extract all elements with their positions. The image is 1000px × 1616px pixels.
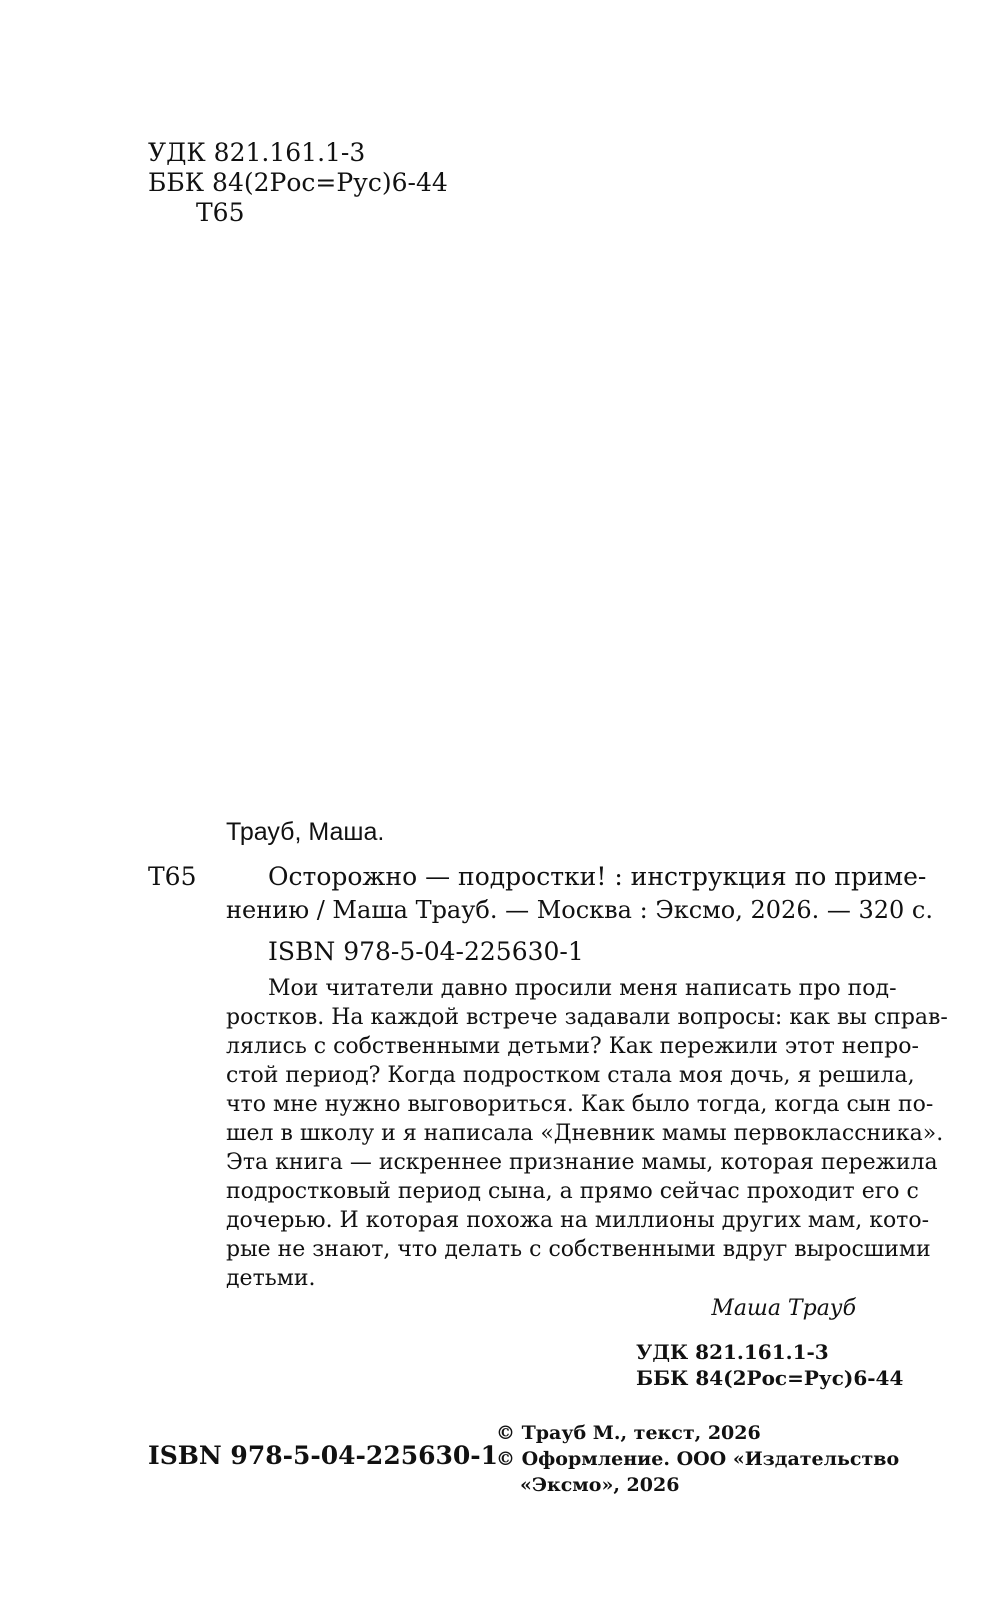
header-code: Т65 [196, 198, 245, 227]
entry-isbn: ISBN 978-5-04-225630-1 [268, 937, 584, 966]
classification-udk: УДК 821.161.1-3 [636, 1340, 829, 1364]
header-udk: УДК 821.161.1-3 [148, 138, 366, 167]
abstract-line: что мне нужно выговориться. Как было тогда, когда сын по- [226, 1092, 934, 1117]
header-bbk: ББК 84(2Рос=Рус)6-44 [148, 168, 448, 197]
copyright-design: © Оформление. ООО «Издательство [496, 1448, 900, 1470]
abstract-line: дочерью. И которая похожа на миллионы других мам, кото- [226, 1208, 930, 1233]
footer-isbn: ISBN 978-5-04-225630-1 [148, 1441, 499, 1470]
copyright-publisher: «Эксмо», 2026 [520, 1474, 680, 1496]
abstract-line: детьми. [226, 1266, 316, 1291]
abstract-line: лялись с собственными детьми? Как пережили этот непро- [226, 1034, 919, 1059]
entry-code: Т65 [148, 862, 197, 891]
abstract-line: стой период? Когда подростком стала моя дочь, я решила, [226, 1063, 915, 1088]
abstract-line: подростковый период сына, а прямо сейчас проходит его с [226, 1179, 919, 1204]
abstract-line: шел в школу и я написала «Дневник мамы первоклассника». [226, 1121, 944, 1146]
entry-title-line1: Осторожно — подростки! : инструкция по приме- [268, 862, 927, 891]
abstract-line: Мои читатели давно просили меня написать про под- [268, 976, 897, 1001]
abstract-line: Эта книга — искреннее признание мамы, которая пережила [226, 1150, 938, 1175]
entry-title-line2: нению / Маша Трауб. — Москва : Эксмо, 2026. — 320 с. [226, 896, 933, 924]
entry-author: Трауб, Маша. [226, 818, 385, 846]
abstract-signature: Маша Трауб [711, 1296, 856, 1321]
abstract-line: рые не знают, что делать с собственными вдруг выросшими [226, 1237, 931, 1262]
copyright-author: © Трауб М., текст, 2026 [496, 1422, 761, 1444]
classification-bbk: ББК 84(2Рос=Рус)6-44 [636, 1366, 904, 1390]
abstract-line: ростков. На каждой встрече задавали вопросы: как вы справ- [226, 1005, 948, 1030]
